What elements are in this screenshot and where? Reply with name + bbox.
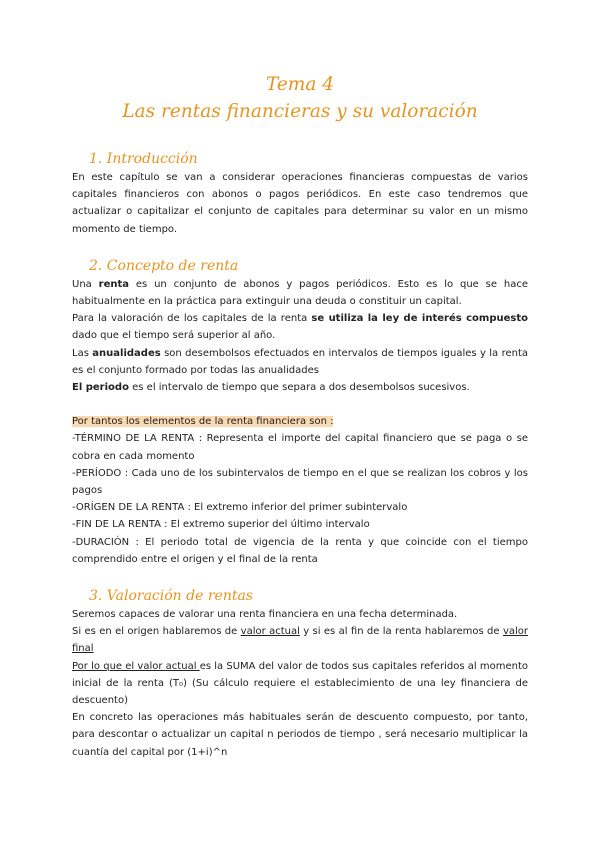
paragraph-suma-valor: Por lo que el valor actual es la SUMA del valor de todos sus capitales referidos al momento inicial de la renta (T₀) (Su cálculo requiere el establecimiento de una ley financiera de descuento) — [72, 660, 528, 707]
section-heading-concepto-renta: 2. Concepto de renta — [89, 257, 239, 274]
list-item-fin: -FIN DE LA RENTA : El extremo superior del último intervalo — [72, 519, 370, 531]
paragraph-descuento-compuesto: En concreto las operaciones más habituales serán de descuento compuesto, por tanto, para descontar o actualizar un capital n periodos de tiempo , será necesario multiplicar la cuantía del capital por (1+i)^n — [72, 712, 528, 758]
paragraph-periodo: El periodo es el intervalo de tiempo que separa a dos desembolsos sucesivos. — [72, 382, 470, 394]
paragraph-anualidades: Las anualidades son desembolsos efectuados en intervalos de tiempos iguales y la renta es el conjunto formado por todas las anualidades — [72, 347, 528, 376]
document-title-line1: Tema 4 — [265, 74, 335, 95]
document-title-line2: Las rentas financieras y su valoración — [122, 101, 478, 122]
paragraph-valor-actual-final: Si es en el origen hablaremos de valor actual y si es al fin de la renta hablaremos de valor final — [72, 626, 528, 655]
paragraph-valorar-renta: Seremos capaces de valorar una renta financiera en una fecha determinada. — [72, 609, 458, 621]
list-item-termino: -TÉRMINO DE LA RENTA : Representa el importe del capital financiero que se paga o se cobra en cada momento — [72, 433, 528, 462]
paragraph-renta-definicion: Una renta es un conjunto de abonos y pagos periódicos. Esto es lo que se hace habitualmente en la práctica para extinguir una deuda o constituir un capital. — [72, 278, 528, 308]
list-item-periodo: -PERÍODO : Cada uno de los subintervalos de tiempo en el que se realizan los cobros y los pagos — [72, 467, 528, 497]
section-heading-valoracion: 3. Valoración de rentas — [89, 588, 253, 605]
section-heading-introduccion: 1. Introducción — [89, 151, 198, 167]
highlighted-intro: Por tantos los elementos de la renta financiera son : — [72, 416, 334, 428]
list-item-duracion: -DURACIÓN : El periodo total de vigencia de la renta y que coincide con el tiempo comprendido entre el origen y el final de la renta — [72, 536, 528, 565]
paragraph-introduccion: En este capítulo se van a considerar operaciones financieras compuestas de varios capitales financieros con abonos o pagos periódicos. En este caso tendremos que actualizar o capitalizar el conjunto de capitales para determinar su valor en un mismo momento de tiempo. — [72, 172, 528, 235]
list-item-origen: -ORÍGEN DE LA RENTA : El extremo inferior del primer subintervalo — [72, 502, 408, 514]
paragraph-ley-interes: Para la valoración de los capitales de la renta se utiliza la ley de interés compuesto dado que el tiempo será superior al año. — [72, 313, 529, 342]
